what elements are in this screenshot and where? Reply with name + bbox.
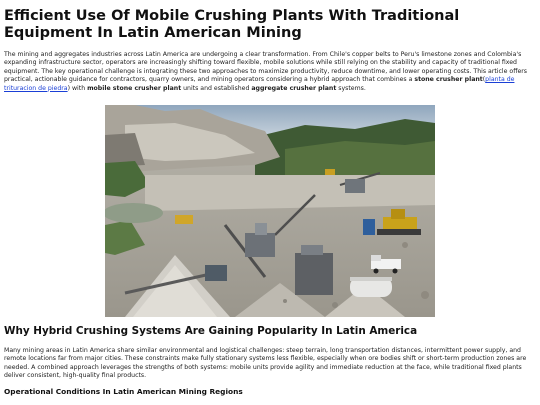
section-heading-hybrid-systems: Why Hybrid Crushing Systems Are Gaining Popularity In Latin America — [4, 325, 418, 337]
intro-bold-aggregate-crusher: aggregate crusher plant — [251, 84, 337, 92]
intro-bold-stone-crusher: stone crusher plant — [414, 76, 483, 84]
subsection-heading-operational-conditions: Operational Conditions In Latin American Mining Regions — [4, 387, 243, 396]
intro-text-1: The mining and aggregates industries across Latin America are undergoing a clear transformation. From Chile's copper belts to Peru's limestone zones and Colombia's expanding infrastructure sector, operators are increasingly shifting toward flexible, mobile solutions while still relying on the stability and capacity of traditional fixed equipment. The key operational challenge is integrating these two approaches to maximize productivity, reduce downtime, and lower operating costs. This article offers practical, actionable guidance for contractors, quarry owners, and mining operators considering a hybrid approach that combines a — [4, 51, 528, 84]
section-paragraph: Many mining areas in Latin America share similar environmental and logistical challenges: steep terrain, long transportation distances, intermittent power supply, and remote locations far from major cities. These constraints make fully stationary systems less flexible, especially when ore bodies shift or short-term production zones are needed. A combined approach leverages the strengths of both systems: mobile units provide agility and immediate reduction at the face, while traditional fixed plants deliver consistent, high-quality final products. — [4, 347, 527, 380]
article-title: Efficient Use Of Mobile Crushing Plants With Traditional Equipment In Latin American Mining — [4, 8, 460, 41]
intro-text-3: units and established — [181, 84, 252, 92]
link-paren-close: ) — [67, 84, 71, 92]
intro-paragraph — [4, 51, 536, 93]
link-paren-open: ( — [482, 76, 486, 84]
quarry-crushing-plant-photo — [105, 105, 435, 317]
intro-text-4: systems. — [336, 84, 366, 92]
intro-text-2: with — [70, 84, 88, 92]
intro-bold-mobile-crusher: mobile stone crusher plant — [87, 84, 182, 92]
planta-trituracion-link[interactable]: planta de trituracion de piedra — [4, 76, 515, 92]
